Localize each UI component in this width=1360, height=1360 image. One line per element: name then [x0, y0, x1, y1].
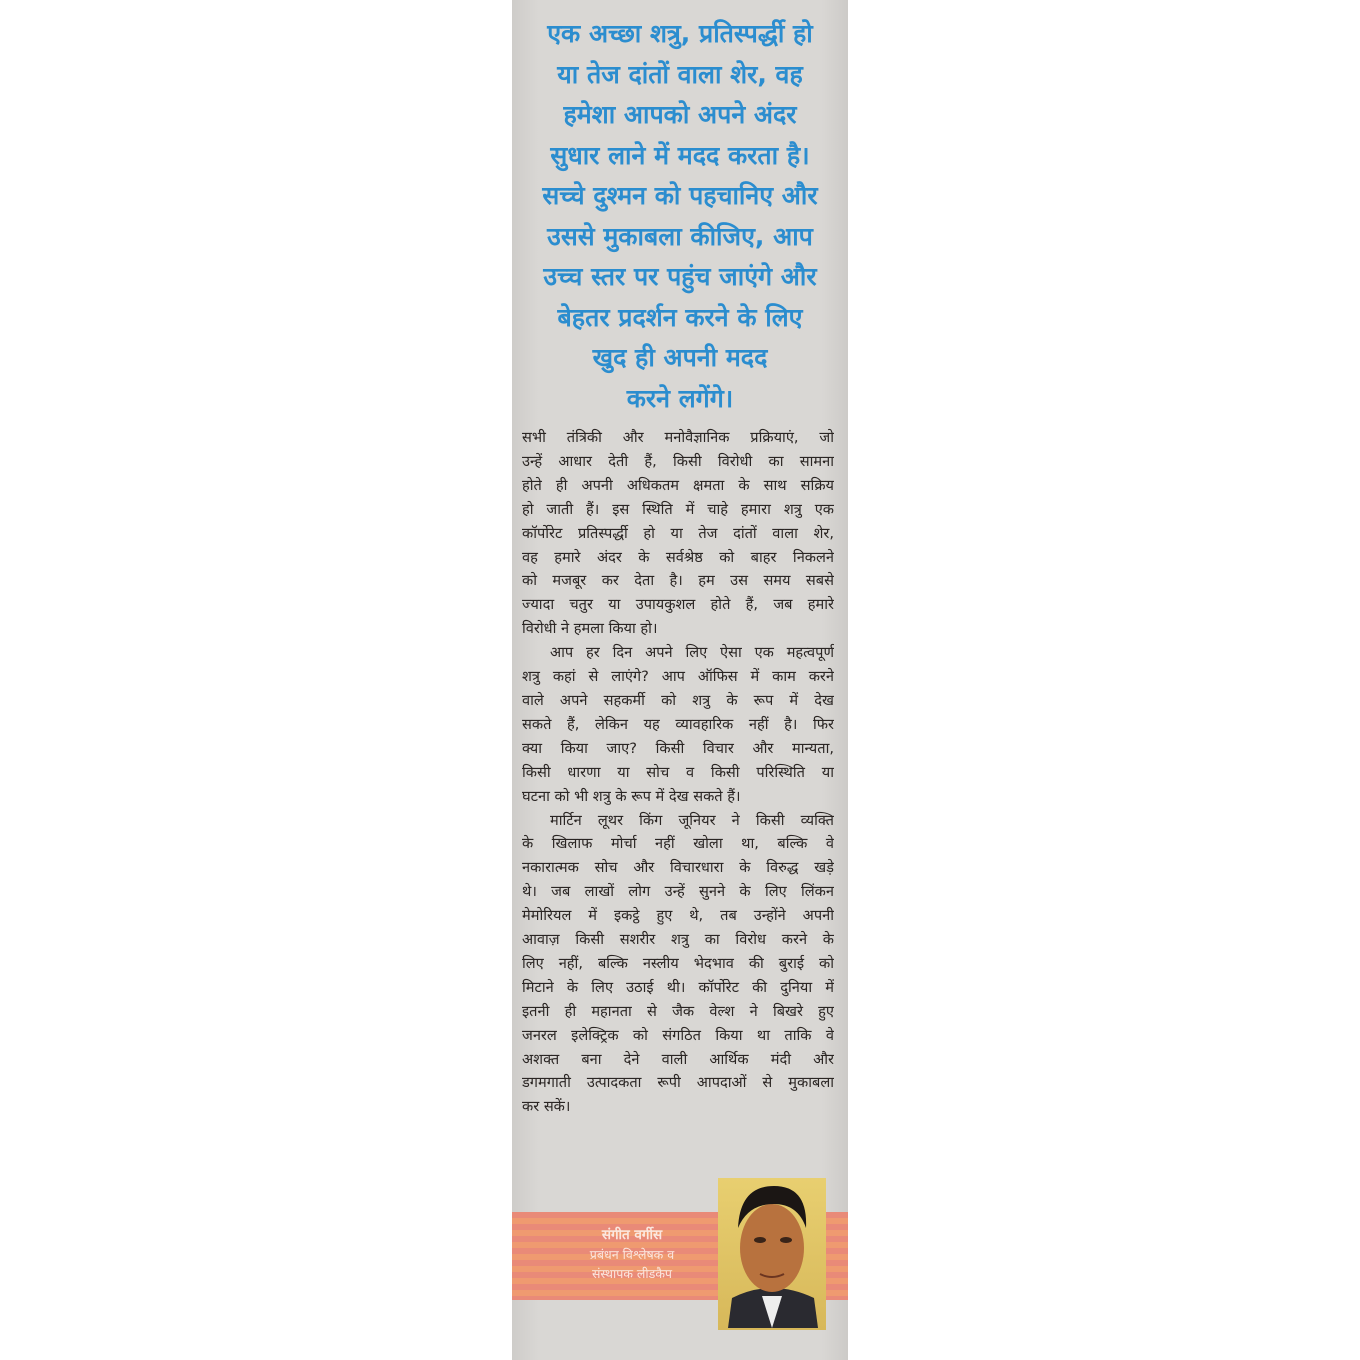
body-text-line: वह हमारे अंदर के सर्वश्रेष्ठ को बाहर निकलने [522, 548, 834, 566]
body-text-line: होते ही अपनी अधिकतम क्षमता के साथ सक्रिय [522, 476, 834, 494]
body-text-line: वाले अपने सहकर्मी को शत्रु के रूप में देख [522, 691, 834, 709]
author-byline [552, 1226, 712, 1283]
body-text-line: डगमगाती उत्पादकता रूपी आपदाओं से मुकाबला [522, 1074, 834, 1092]
body-text-line: मिटाने के लिए उठाई थी। कॉर्पोरेट की दुनिया में [522, 978, 834, 996]
body-text-line: क्या किया जाए? किसी विचार और मान्यता, [522, 739, 834, 757]
body-text-line: मार्टिन लूथर किंग जूनियर ने किसी व्यक्ति [550, 811, 834, 829]
body-text-line: थे। जब लाखों लोग उन्हें सुनने के लिए लिंकन [522, 883, 834, 901]
body-text-line: किसी धारणा या सोच व किसी परिस्थिति या [522, 763, 834, 781]
body-text-line: आप हर दिन अपने लिए ऐसा एक महत्वपूर्ण [550, 644, 834, 662]
author-organization: संस्थापक लीडकैप [591, 1266, 673, 1281]
body-text-line: इतनी ही महानता से जैक वेल्श ने बिखरे हुए [522, 1002, 834, 1020]
body-text-line: विरोधी ने हमला किया हो। [522, 620, 658, 638]
pull-quote [520, 14, 840, 419]
body-text-line: कॉर्पोरेट प्रतिस्पर्द्धी हो या तेज दांतों वाला शेर, [522, 524, 834, 542]
pull-quote-line: उससे मुकाबला कीजिए, आप [547, 221, 813, 251]
body-text-line: मेमोरियल में इकट्ठे हुए थे, तब उन्होंने अपनी [522, 907, 834, 925]
article-body [522, 426, 834, 1119]
body-text-line: उन्हें आधार देती हैं, किसी विरोधी का सामना [522, 452, 834, 470]
body-text-line: के खिलाफ मोर्चा नहीं खोला था, बल्कि वे [522, 835, 834, 853]
pull-quote-line: हमेशा आपको अपने अंदर [563, 100, 797, 129]
body-text-line: ज्यादा चतुर या उपायकुशल होते हैं, जब हमारे [522, 596, 834, 614]
pull-quote-line: खुद ही अपनी मदद [592, 343, 768, 372]
body-text-line: सभी तंत्रिकी और मनोवैज्ञानिक प्रक्रियाएं, जो [522, 429, 834, 446]
article-column [512, 0, 848, 1360]
pull-quote-line: एक अच्छा शत्रु, प्रतिस्पर्द्धी हो [547, 19, 813, 48]
body-text-line: घटना को भी शत्रु के रूप में देख सकते हैं। [522, 787, 741, 805]
body-text-line: सकते हैं, लेकिन यह व्यावहारिक नहीं है। फिर [522, 715, 834, 733]
body-text-line: लिए नहीं, बल्कि नस्लीय भेदभाव की बुराई को [522, 954, 834, 972]
body-text-line: आवाज़ किसी सशरीर शत्रु का विरोध करने के [522, 931, 834, 949]
body-text-line: जनरल इलेक्ट्रिक को संगठित किया था ताकि वे [522, 1026, 834, 1044]
pull-quote-line: सुधार लाने में मदद करता है। [550, 140, 810, 170]
pull-quote-line: करने लगेंगे। [626, 383, 734, 413]
body-text-line: नकारात्मक सोच और विचारधारा के विरुद्ध खड़े [522, 859, 834, 877]
author-name: संगीत वर्गीस [601, 1227, 663, 1243]
author-title: प्रबंधन विश्लेषक व [589, 1247, 675, 1262]
pull-quote-line: या तेज दांतों वाला शेर, वह [557, 59, 803, 89]
pull-quote-line: उच्च स्तर पर पहुंच जाएंगे और [543, 262, 817, 291]
pull-quote-line: सच्चे दुश्मन को पहचानिए और [542, 181, 818, 210]
body-text-line: शत्रु कहां से लाएंगे? आप ऑफिस में काम करने [522, 668, 834, 686]
body-text-line: हो जाती हैं। इस स्थिति में चाहे हमारा शत्रु एक [522, 500, 834, 518]
body-text-line: कर सकें। [522, 1098, 571, 1116]
body-text-line: अशक्त बना देने वाली आर्थिक मंदी और [522, 1050, 834, 1068]
author-photo [718, 1178, 826, 1330]
body-text-line: को मजबूर कर देता है। हम उस समय सबसे [522, 572, 834, 590]
pull-quote-line: बेहतर प्रदर्शन करने के लिए [557, 302, 803, 332]
